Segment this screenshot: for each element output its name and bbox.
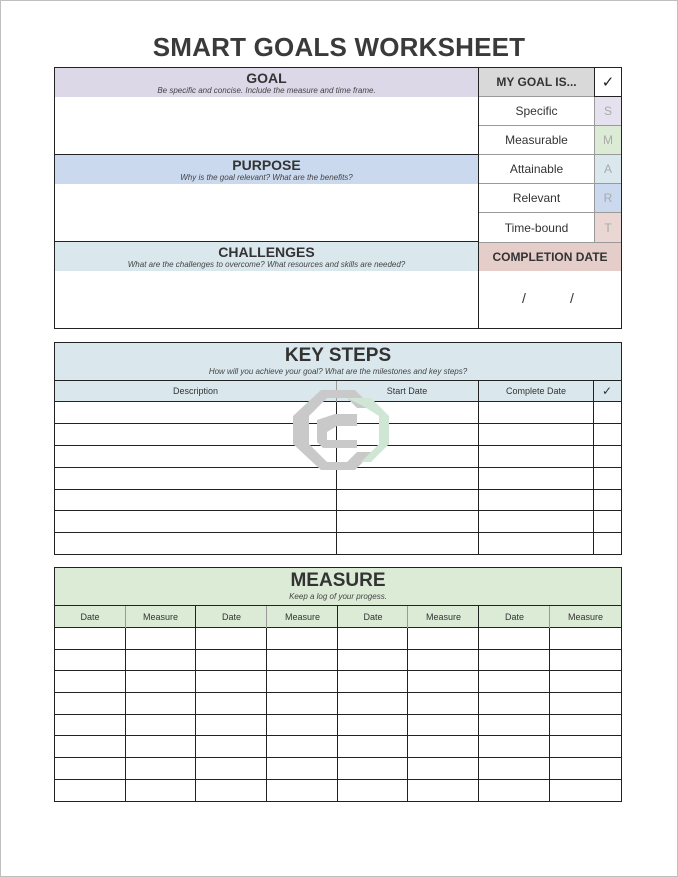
table-row[interactable] xyxy=(55,715,621,736)
measure-col-date: Date xyxy=(221,611,241,622)
goal-subtitle: Be specific and concise. Include the measure and time frame. xyxy=(157,86,376,95)
measure-header xyxy=(55,568,621,606)
measure-col-date: Date xyxy=(80,611,100,622)
table-row[interactable] xyxy=(55,780,621,801)
table-row[interactable] xyxy=(55,511,621,533)
key-steps-col-complete: Complete Date xyxy=(505,386,567,396)
smart-check-timebound[interactable]: T xyxy=(594,213,621,242)
table-row[interactable] xyxy=(55,693,621,715)
goal-input-area[interactable] xyxy=(55,97,478,154)
smart-check-attainable[interactable]: A xyxy=(594,155,621,184)
smart-label-specific: Specific xyxy=(479,97,594,126)
page-title: SMART GOALS WORKSHEET xyxy=(152,32,526,62)
smart-label-attainable: Attainable xyxy=(479,155,594,184)
smart-label-relevant: Relevant xyxy=(479,184,594,213)
purpose-subtitle: Why is the goal relevant? What are the benefits? xyxy=(180,173,353,182)
table-row[interactable] xyxy=(55,628,621,650)
completion-date-field[interactable] xyxy=(479,271,621,328)
smart-label-timebound: Time-bound xyxy=(504,220,569,235)
completion-slash-1: / xyxy=(522,290,526,306)
table-row[interactable] xyxy=(55,490,621,511)
measure-col-header-row xyxy=(55,606,621,628)
purpose-header xyxy=(55,155,478,184)
m-hdr-divider xyxy=(549,606,550,628)
challenges-title: CHALLENGES xyxy=(218,244,315,260)
goal-header xyxy=(55,68,478,97)
measure-subtitle: Keep a log of your progess. xyxy=(289,592,387,601)
my-goal-header: MY GOAL IS... xyxy=(479,68,594,97)
key-steps-col-check: ✓ xyxy=(601,384,613,398)
purpose-title: PURPOSE xyxy=(232,157,301,173)
key-steps-header xyxy=(55,343,621,381)
watermark-logo-icon xyxy=(287,388,391,472)
measure-col-measure: Measure xyxy=(425,611,461,622)
table-row[interactable] xyxy=(55,671,621,693)
key-steps-title: KEY STEPS xyxy=(284,345,392,366)
completion-date-header: COMPLETION DATE xyxy=(479,242,621,271)
my-goal-check-header: ✓ xyxy=(594,68,621,97)
goal-title: GOAL xyxy=(246,70,287,86)
table-row[interactable] xyxy=(55,758,621,780)
challenges-input-area[interactable] xyxy=(55,271,478,328)
smart-label-measurable: Measurable xyxy=(479,126,594,155)
challenges-subtitle: What are the challenges to overcome? What resources and skills are needed? xyxy=(127,260,406,269)
table-row[interactable] xyxy=(55,650,621,671)
smart-check-measurable[interactable]: M xyxy=(594,126,621,155)
challenges-header xyxy=(55,242,478,271)
key-steps-subtitle: How will you achieve your goal? What are the milestones and key steps? xyxy=(208,367,468,376)
measure-col-measure: Measure xyxy=(284,611,320,622)
smart-check-specific[interactable]: S xyxy=(594,97,621,126)
table-row[interactable] xyxy=(55,533,621,554)
table-row[interactable] xyxy=(55,736,621,758)
measure-col-date: Date xyxy=(504,611,524,622)
purpose-input-area[interactable] xyxy=(55,184,478,241)
completion-slash-2: / xyxy=(570,290,574,306)
measure-col-date: Date xyxy=(363,611,383,622)
m-hdr-divider xyxy=(125,606,126,628)
m-hdr-divider xyxy=(407,606,408,628)
smart-check-relevant[interactable]: R xyxy=(594,184,621,213)
key-steps-col-start: Start Date xyxy=(386,386,428,396)
measure-col-measure: Measure xyxy=(567,611,603,622)
key-steps-col-description: Description xyxy=(172,386,219,396)
measure-col-measure: Measure xyxy=(142,611,178,622)
m-hdr-divider xyxy=(266,606,267,628)
measure-title: MEASURE xyxy=(290,570,386,591)
